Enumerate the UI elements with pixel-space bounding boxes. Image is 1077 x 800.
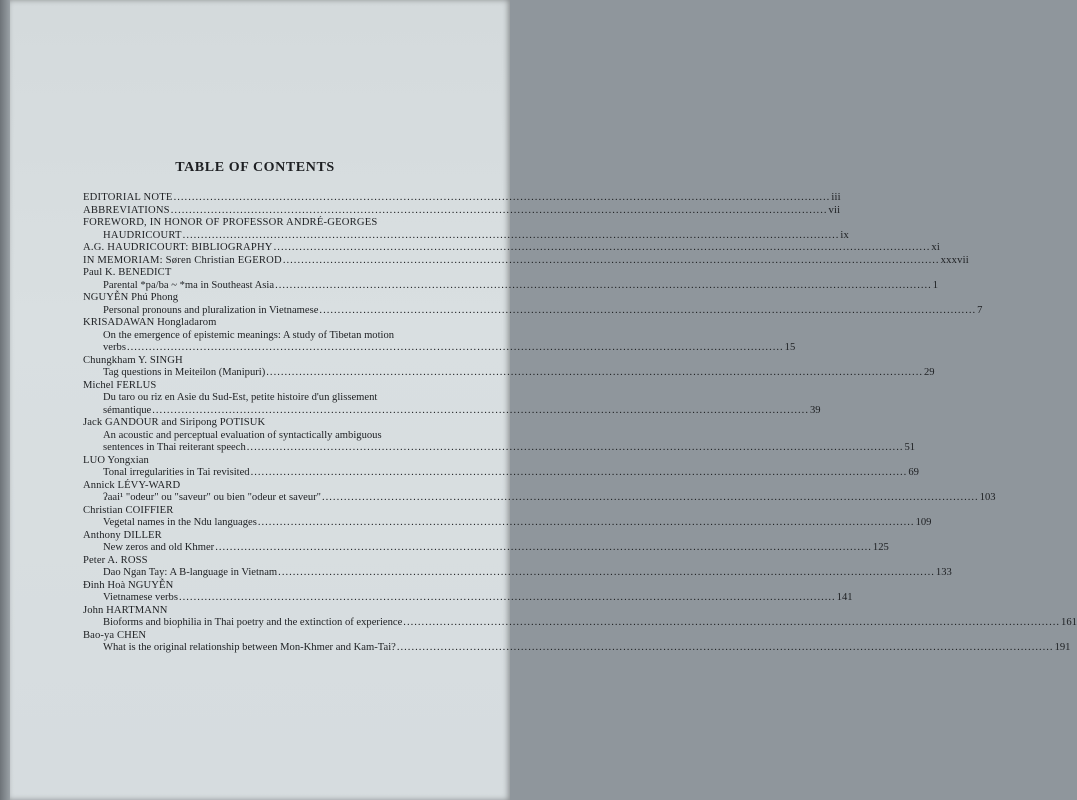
dot-leader [266, 367, 923, 380]
article-title: ʔaai¹ "odeur" ou "saveur" ou bien "odeur et saveur" [103, 492, 321, 503]
article-title: Parental *pa/ba ~ *ma in Southeast Asia [103, 279, 275, 291]
article-title-line [83, 617, 1077, 630]
article-author: John HARTMANN [83, 604, 168, 616]
article-title-line [83, 542, 889, 555]
page-title: TABLE OF CONTENTS [175, 160, 335, 175]
toc-page-number: vii [828, 204, 841, 216]
toc-article [83, 454, 919, 480]
article-title-line: Du taro ou riz en Asie du Sud-Est, petite histoire d'un glissement [103, 392, 378, 403]
dot-leader [322, 492, 979, 505]
article-title: What is the original relationship between Mon-Khmer and Kam-Tai? [103, 642, 396, 653]
toc-page-number: iii [831, 192, 841, 203]
toc-page-number: 109 [915, 517, 932, 528]
dot-leader [127, 342, 784, 355]
toc-page-number: 161 [1061, 617, 1077, 628]
dot-leader [171, 205, 828, 218]
article-author: Michel FERLUS [83, 379, 157, 391]
article-title: Vegetal names in the Ndu languages [103, 517, 257, 528]
article-title-line [83, 442, 916, 455]
article-title: Tag questions in Meiteilon (Manipuri) [103, 367, 266, 378]
article-title-line [83, 567, 952, 580]
toc-article [83, 579, 853, 605]
toc-article [83, 417, 916, 455]
article-title-line [83, 642, 1071, 655]
dot-leader [278, 567, 935, 580]
toc-page-number: xi [931, 242, 941, 253]
toc-page-number: 69 [908, 467, 919, 478]
article-title: Bioforms and biophilia in Thai poetry and the extinction of experience [103, 617, 403, 628]
article-author: Bao-ya CHEN [83, 629, 147, 641]
toc-entry-bibliography [83, 242, 941, 255]
article-title-line [83, 404, 821, 418]
article-author: Paul K. BENEDICT [83, 267, 172, 278]
toc-page-number: 15 [784, 342, 796, 353]
dot-leader [275, 280, 932, 293]
dot-leader [403, 617, 1060, 630]
article-author: Đinh Hoà NGUYỄN [83, 579, 174, 591]
article-title-line: On the emergence of epistemic meanings: A study of Tibetan motion [103, 329, 395, 341]
toc-article [83, 629, 1071, 655]
article-title-line: An acoustic and perceptual evaluation of syntactically ambiguous [103, 429, 382, 441]
toc-article [83, 317, 796, 355]
article-title-line [83, 492, 996, 505]
article-title-line [83, 304, 983, 318]
toc-page-number: 7 [977, 304, 983, 316]
toc-page-number: xxxvii [940, 254, 969, 266]
dot-leader [319, 305, 976, 318]
article-author: Peter A. ROSS [83, 554, 148, 566]
article-title: Vietnamese verbs [103, 592, 178, 603]
article-author: NGUYỄN Phú Phong [83, 292, 179, 303]
article-title: verbs [103, 342, 126, 353]
toc-article [83, 604, 1077, 630]
toc-article [83, 504, 932, 530]
toc-entry-in-memoriam [83, 254, 969, 268]
article-author: Jack GANDOUR and Siripong POTISUK [83, 417, 266, 428]
toc-entry-foreword [83, 229, 850, 243]
article-author: Anthony DILLER [83, 529, 162, 541]
toc-entry-title: IN MEMORIAM: Søren Christian EGEROD [83, 254, 282, 266]
toc-entry-abbreviations [83, 204, 841, 218]
toc-page-number: ix [840, 229, 850, 241]
dot-leader [258, 517, 915, 530]
dot-leader [247, 442, 904, 455]
toc-entry-title: ABBREVIATIONS [83, 204, 170, 216]
toc-page-number: 1 [932, 279, 939, 291]
toc-page-number: 125 [872, 542, 889, 553]
toc-page-number: 191 [1054, 642, 1071, 653]
article-title-line [83, 279, 939, 293]
article-title-line [83, 467, 919, 480]
dot-leader [174, 192, 831, 205]
toc-page-number: 51 [904, 442, 916, 453]
article-author: Annick LÉVY-WARD [83, 479, 181, 491]
article-title: Tonal irregularities in Tai revisited [103, 467, 250, 478]
article-title-line [83, 342, 796, 355]
toc-entry-editorial-note [83, 192, 841, 205]
dot-leader [274, 242, 931, 255]
toc-entry-title: A.G. HAUDRICOURT: BIBLIOGRAPHY [83, 242, 273, 253]
toc-entry-title: EDITORIAL NOTE [83, 192, 173, 203]
toc-page-number: 133 [935, 567, 952, 578]
toc-article [83, 529, 889, 555]
dot-leader [179, 592, 836, 605]
article-title: sentences in Thai reiterant speech [103, 442, 246, 453]
article-title-line [83, 517, 932, 530]
article-title: Personal pronouns and pluralization in Vietnamese [103, 304, 319, 316]
dot-leader [183, 230, 840, 243]
toc-page-number: 39 [809, 404, 821, 416]
article-author: Chungkham Y. SINGH [83, 354, 183, 366]
article-title: New zeros and old Khmer [103, 542, 215, 553]
toc-page-number: 141 [836, 592, 853, 603]
dot-leader [152, 405, 809, 418]
dot-leader [283, 255, 940, 268]
article-title-line [83, 592, 853, 605]
table-of-contents [83, 192, 1077, 655]
dot-leader [251, 467, 908, 480]
toc-article [83, 292, 983, 317]
book-spine-shadow [0, 0, 10, 800]
toc-article [83, 379, 821, 418]
toc-article [83, 554, 952, 580]
dot-leader [397, 642, 1054, 655]
article-author: Christian COIFFIER [83, 504, 174, 516]
article-title: sémantique [103, 404, 152, 416]
toc-article [83, 267, 939, 292]
article-title: Dao Ngan Tay: A B-language in Vietnam [103, 567, 278, 578]
article-title-line [83, 367, 935, 380]
toc-article [83, 479, 996, 505]
toc-entry-title: HAUDRICOURT [103, 229, 182, 241]
toc-page-number: 103 [979, 492, 996, 503]
dot-leader [215, 542, 872, 555]
toc-entry-foreword-line1: FOREWORD, IN HONOR OF PROFESSOR ANDRÉ-GEORGES [83, 217, 378, 228]
toc-page-number: 29 [923, 367, 935, 378]
toc-article [83, 354, 935, 380]
article-author: LUO Yongxian [83, 454, 149, 466]
article-author: KRISADAWAN Hongladarom [83, 317, 217, 328]
